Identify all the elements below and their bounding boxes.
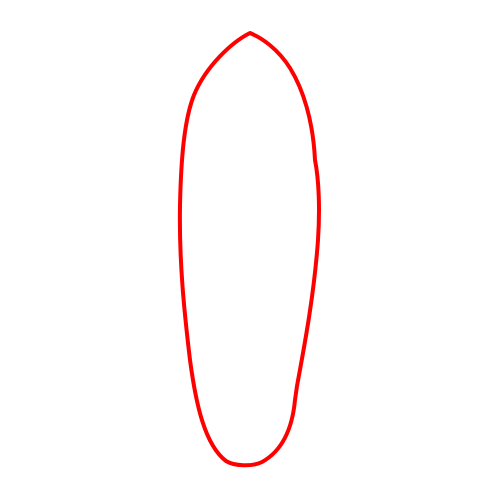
red-oval-outline (180, 33, 319, 465)
